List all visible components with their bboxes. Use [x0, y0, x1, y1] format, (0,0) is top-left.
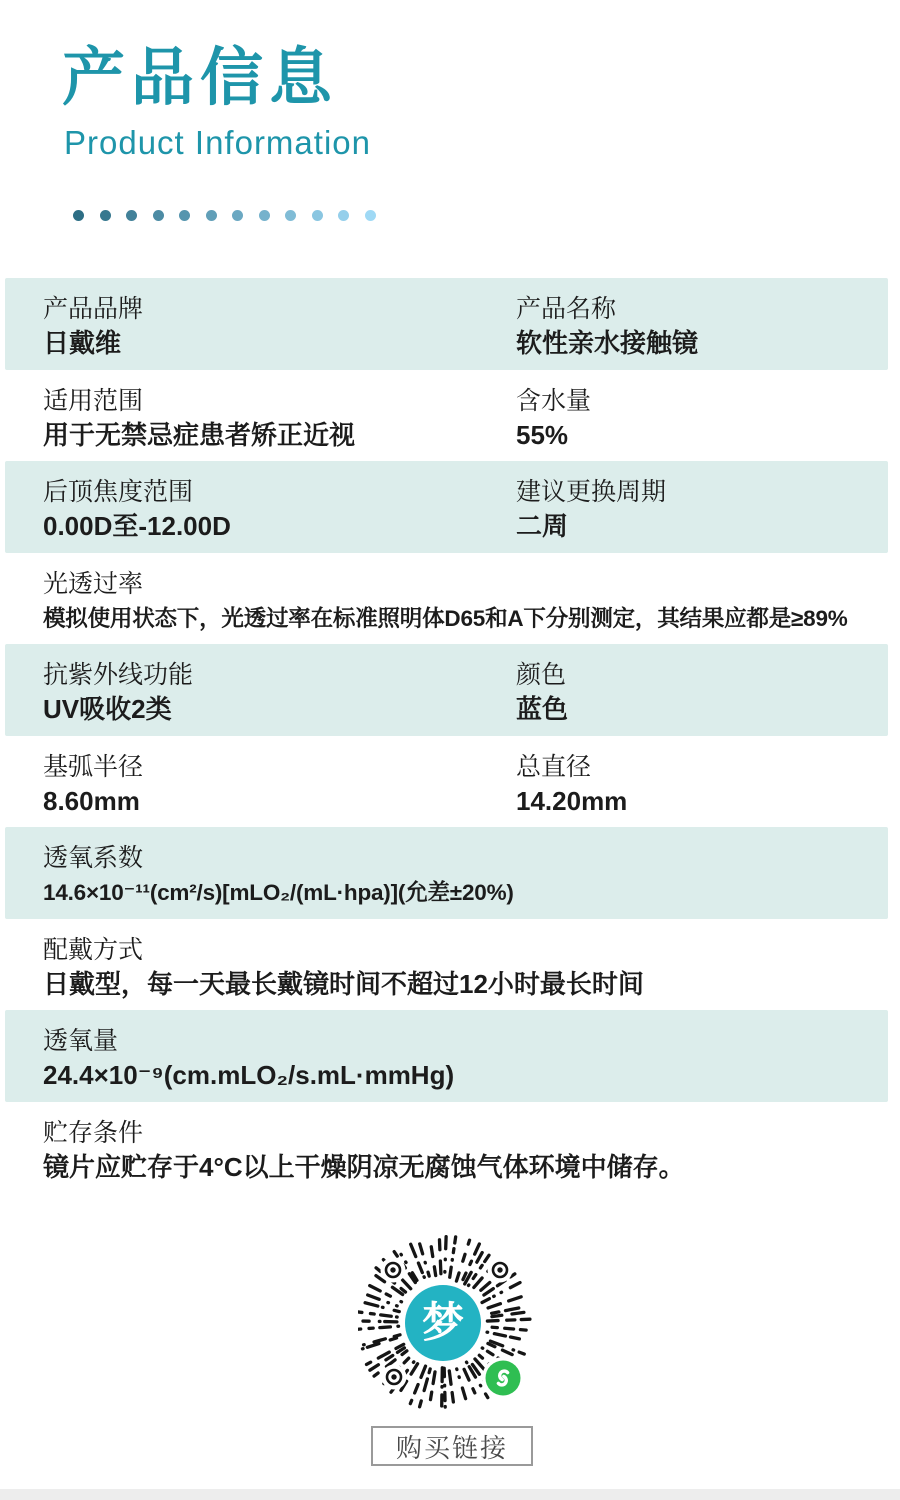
spec-label: 产品名称: [516, 295, 617, 323]
page-title: 产品信息: [62, 43, 338, 113]
spec-cell: [43, 293, 143, 361]
spec-cell: [516, 751, 627, 819]
dot-icon: [179, 210, 190, 221]
dot-icon: [100, 210, 111, 221]
spec-cell: [43, 1025, 454, 1093]
spec-value: 模拟使用状态下，光透过率在标准照明体D65和A下分别测定，其结果应都是≥89%: [43, 605, 848, 631]
spec-value: 8.60mm: [43, 785, 140, 816]
spec-row: [5, 1010, 888, 1102]
buy-link-label: 购买链接: [395, 1432, 508, 1463]
dot-icon: [338, 210, 349, 221]
spec-value: 用于无禁忌症患者矫正近视: [43, 419, 356, 450]
spec-label: 贮存条件: [43, 1118, 144, 1147]
spec-label: 透氧系数: [43, 844, 144, 872]
spec-value: UV吸收2类: [43, 694, 172, 724]
dot-icon: [365, 210, 376, 221]
spec-cell: [43, 751, 143, 819]
dot-icon: [285, 210, 296, 221]
spec-label: 含水量: [516, 386, 592, 415]
spec-label: 产品品牌: [43, 295, 144, 323]
spec-label: 光透过率: [43, 569, 144, 598]
spec-cell: [43, 934, 644, 1002]
spec-row: [5, 553, 888, 645]
spec-table: [5, 278, 888, 1193]
spec-cell: [516, 476, 666, 544]
spec-label: 透氧量: [43, 1027, 119, 1055]
spec-value: 0.00D至-12.00D: [43, 511, 231, 541]
spec-label: 基弧半径: [43, 752, 144, 781]
decorative-dots-row: [73, 209, 376, 221]
spec-value: 14.6×10⁻¹¹(cm²/s)[mLO₂/(mL·hpa)](允差±20%): [43, 880, 514, 905]
spec-value: 蓝色: [516, 694, 569, 724]
spec-value: 55%: [516, 419, 569, 450]
dot-icon: [312, 210, 323, 221]
spec-row: [5, 1102, 888, 1194]
spec-cell: [43, 385, 355, 453]
spec-label: 后顶焦度范围: [43, 478, 194, 506]
spec-cell: [43, 568, 848, 636]
spec-cell: [516, 659, 568, 727]
spec-row: [5, 644, 888, 736]
mini-program-badge-icon: [486, 1361, 521, 1396]
spec-label: 颜色: [516, 661, 567, 689]
spec-cell: [43, 476, 231, 544]
spec-value: 日戴型，每一天最长戴镜时间不超过12小时最长时间: [43, 968, 644, 999]
spec-label: 适用范围: [43, 386, 144, 415]
spec-value: 日戴维: [43, 328, 122, 358]
spec-label: 建议更换周期: [516, 478, 667, 506]
spec-row: [5, 370, 888, 462]
page-subtitle: Product Information: [64, 124, 371, 161]
spec-cell: [43, 1117, 685, 1185]
dot-icon: [73, 210, 84, 221]
spec-cell: [43, 659, 193, 727]
spec-value: 软性亲水接触镜: [516, 328, 699, 358]
spec-value: 14.20mm: [516, 785, 628, 816]
spec-row: [5, 827, 888, 919]
dot-icon: [126, 210, 137, 221]
spec-label: 抗紫外线功能: [43, 661, 194, 689]
spec-row: [5, 278, 888, 370]
spec-row: [5, 736, 888, 828]
spec-value: 24.4×10⁻⁹(cm.mLO₂/s.mL·mmHg): [43, 1060, 455, 1090]
spec-label: 总直径: [516, 752, 592, 781]
footer-strip: [0, 1489, 900, 1500]
spec-cell: [43, 842, 514, 910]
qr-code: [358, 1234, 536, 1412]
dot-icon: [232, 210, 243, 221]
spec-row: [5, 919, 888, 1011]
qr-logo: 梦: [421, 1299, 465, 1346]
dot-icon: [206, 210, 217, 221]
spec-value: 镜片应贮存于4°C以上干燥阴凉无腐蚀气体环境中储存。: [43, 1151, 685, 1182]
buy-link-button[interactable]: [371, 1426, 533, 1466]
spec-cell: [516, 385, 591, 453]
dot-icon: [259, 210, 270, 221]
dot-icon: [153, 210, 164, 221]
spec-label: 配戴方式: [43, 935, 144, 964]
spec-cell: [516, 293, 698, 361]
spec-row: [5, 461, 888, 553]
spec-value: 二周: [516, 511, 569, 541]
